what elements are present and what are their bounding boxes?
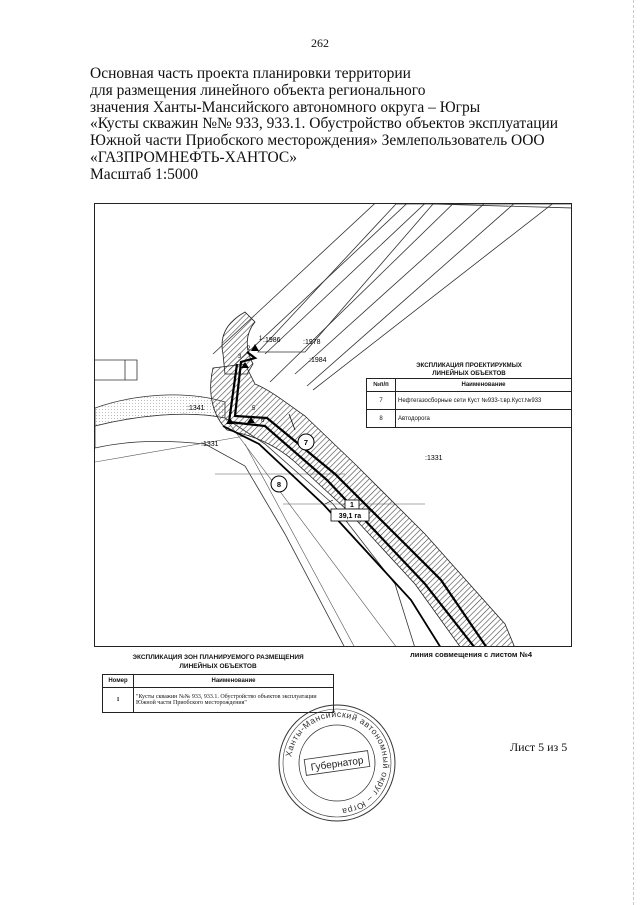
seal-graphic <box>274 700 400 826</box>
title-line: «Кусты скважин №№ 933, 933.1. Обустройство объектов эксплуатации <box>90 115 559 133</box>
title-line: значения Ханты-Мансийского автономного округа – Югры <box>90 98 481 116</box>
column-header: Номер <box>103 675 134 688</box>
callout-8 <box>271 476 287 492</box>
svg-text:7: 7 <box>303 438 309 447</box>
official-seal <box>274 700 400 831</box>
point-label: 3 <box>238 354 242 360</box>
table-row: 1 "Кусты скважин №№ 933, 933.1. Обустройство объектов эксплуатации Южной части Приобского месторождения" <box>103 688 334 713</box>
svg-text:8: 8 <box>276 480 282 489</box>
sheet-junction-label: линия совмещения с листом №4 <box>410 650 533 659</box>
linear-objects-legend <box>366 362 572 428</box>
legend-table <box>366 378 572 428</box>
seal-center-text: Губернатор <box>310 755 365 774</box>
parcel-label: :1978 <box>303 339 321 346</box>
column-header: Наименование <box>134 675 334 688</box>
point-label: 5 <box>252 406 256 412</box>
parcel-label: :1986 <box>263 337 281 344</box>
title-scale: Масштаб 1:5000 <box>90 165 199 183</box>
title-line: «ГАЗПРОМНЕФТЬ-ХАНТОС» <box>90 148 297 166</box>
svg-text:39,1 га: 39,1 га <box>338 513 362 520</box>
point-label: 2 <box>247 346 251 352</box>
point-label: 1 <box>259 336 263 342</box>
parcel-label: :1984 <box>309 357 327 364</box>
document-title <box>90 66 560 184</box>
seal-ring-text: Ханты-Мансийский автономный округ – Югра <box>283 708 392 817</box>
title-line: Основная часть проекта планировки территории <box>90 65 411 82</box>
parcel-label: :1341 <box>187 405 205 412</box>
parcel-label: :1331 <box>425 455 443 462</box>
page-number: 262 <box>311 36 329 50</box>
page-edge-line <box>633 0 634 905</box>
point-label: 4 <box>229 410 233 416</box>
column-header: Наименование <box>396 379 572 392</box>
building-outline <box>95 360 137 380</box>
table-row: 8 Автодорога <box>367 410 572 428</box>
sheet-number: Лист 5 из 5 <box>510 740 568 754</box>
legend-title: ЭКСПЛИКАЦИЯ ПРОЕКТИРУКМЫХ ЛИНЕЙНЫХ ОБЪЕКТОВ <box>416 362 522 377</box>
column-header: №п/п <box>367 379 396 392</box>
title-line: для размещения линейного объекта регионального <box>90 81 426 99</box>
legend-title: ЭКСПЛИКАЦИЯ ЗОН ПЛАНИРУЕМОГО РАЗМЕЩЕНИЯ ЛИНЕЙНЫХ ОБЪЕКТОВ <box>132 654 304 670</box>
table-row: 7 Нефтегазосборные сети Куст №933-т.вр.Куст.№933 <box>367 392 572 410</box>
title-line: Южной части Приобского месторождения» Землепользователь ООО <box>90 132 545 150</box>
parcel-label: :1331 <box>201 441 219 448</box>
point-label: 6 <box>261 418 265 424</box>
svg-text:1: 1 <box>350 502 354 509</box>
